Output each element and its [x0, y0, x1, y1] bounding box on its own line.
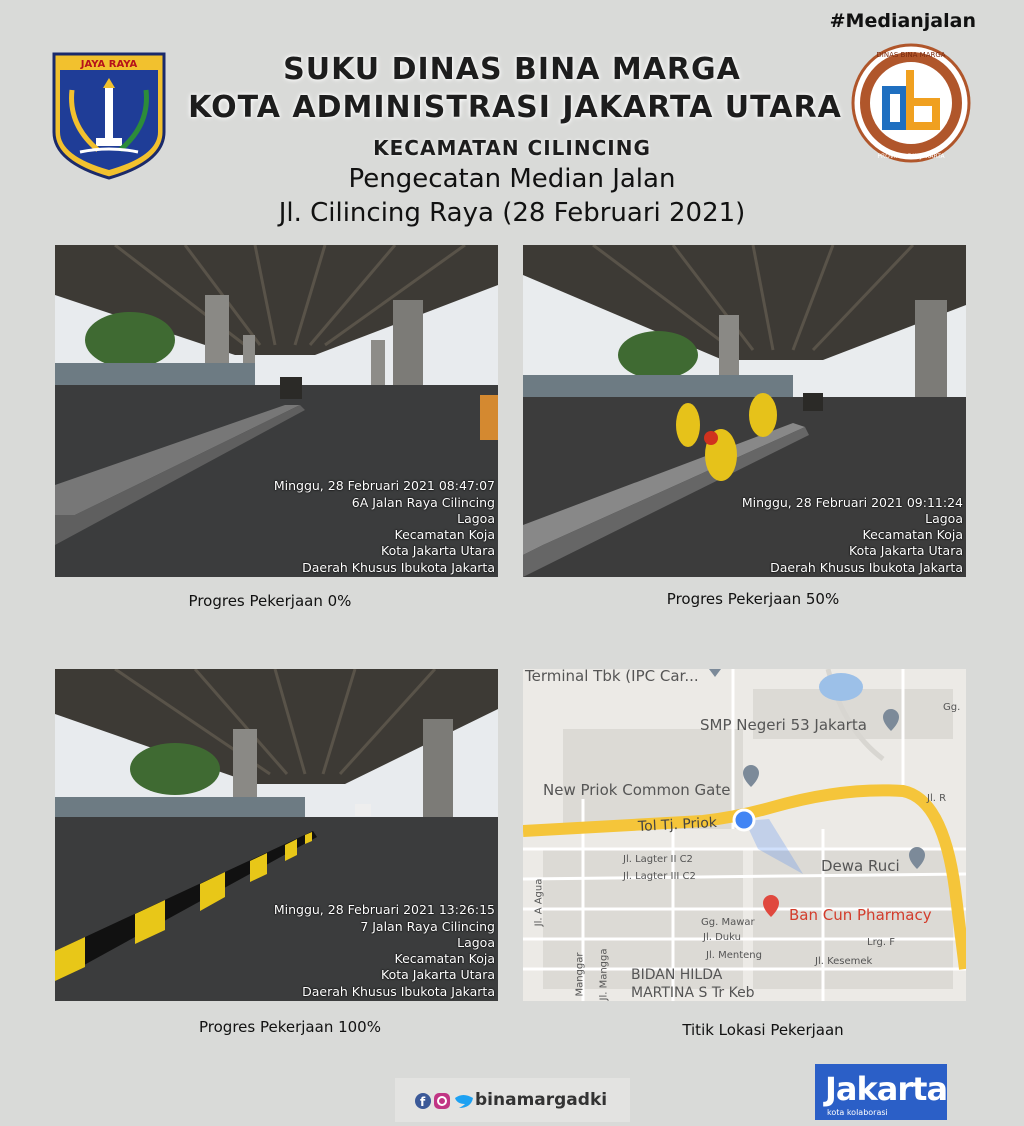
social-media-banner [395, 1078, 630, 1122]
logo-ring-bottom-text: PROVINSI DKI JAKARTA [877, 153, 945, 160]
map-label-gate: New Priok Common Gate [543, 781, 731, 799]
caption-progress-100: Progres Pekerjaan 100% [199, 1018, 381, 1036]
map-label-street: Jl. A Agua [533, 878, 545, 927]
district-name: KECAMATAN CILINCING [373, 136, 651, 160]
twitter-icon [455, 1095, 473, 1108]
photo-timestamp: Minggu, 28 Februari 2021 09:11:24 Lagoa Kecamatan Koja Kota Jakarta Utara Daerah Khusus Ibukota Jakarta [741, 494, 963, 575]
map-label-street: Jl. Mangga [598, 948, 610, 1001]
map-label-smp: SMP Negeri 53 Jakarta [700, 716, 867, 734]
caption-map: Titik Lokasi Pekerjaan [682, 1021, 844, 1039]
map-label-street: Jl. Lagter III C2 [623, 871, 696, 882]
photo-timestamp: Minggu, 28 Februari 2021 13:26:15 7 Jalan Raya Cilincing Lagoa Kecamatan Koja Kota Jakarta Utara Daerah Khusus Ibukota Jakarta [273, 902, 495, 999]
map-label-street: Jl. Duku [703, 932, 741, 943]
svg-text:f: f [420, 1095, 426, 1109]
map-label-street: Gg. Mawar [701, 917, 755, 928]
photo-timestamp: Minggu, 28 Februari 2021 08:47:07 6A Jalan Raya Cilincing Lagoa Kecamatan Koja Kota Jakarta Utara Daerah Khusus Ibukota Jakarta [273, 478, 495, 575]
photo-progress-0 [55, 245, 498, 577]
map-label-street: Jl. Menteng [706, 950, 762, 961]
map-label-pharmacy: Ban Cun Pharmacy [789, 906, 932, 924]
hashtag: #Medianjalan [829, 10, 976, 32]
emblem-banner-text: JAYA RAYA [80, 59, 138, 70]
map-label-toll: Tol Tj. Priok [637, 814, 718, 836]
map-label-terminal: Terminal Tbk (IPC Car... [525, 669, 699, 685]
caption-progress-0: Progres Pekerjaan 0% [188, 592, 352, 610]
social-handle: binamargadki [475, 1090, 608, 1110]
caption-progress-50: Progres Pekerjaan 50% [666, 590, 840, 608]
page-title: Pengecatan Median Jalan [348, 164, 676, 194]
map-label-street: Manggar [574, 952, 586, 997]
page-subtitle: Jl. Cilincing Raya (28 Februari 2021) [278, 198, 746, 228]
logo-ring-top-text: DINAS BINA MARGA [876, 51, 946, 59]
jakarta-kota-kolaborasi-logo: Jakarta kota kolaborasi [815, 1064, 947, 1120]
map-label-street: Jl. R [927, 793, 947, 804]
photo-progress-50 [523, 245, 966, 577]
org-name-line2: KOTA ADMINISTRASI JAKARTA UTARA [188, 90, 842, 125]
map-label-bidan: MARTINA S Tr Keb [631, 985, 755, 1001]
org-name-line1: SUKU DINAS BINA MARGA [283, 52, 741, 87]
map-label-bidan: BIDAN HILDA [631, 967, 723, 983]
map-label-street: Jl. Lagter II C2 [623, 854, 693, 865]
map-label-dewa-ruci: Dewa Ruci [821, 857, 900, 875]
map-label-street: Gg. [943, 702, 961, 713]
map-label-street: Lrg. F [867, 937, 895, 948]
location-map[interactable] [523, 669, 966, 1001]
current-location-dot [734, 810, 754, 830]
map-label-street: Jl. Kesemek [815, 956, 873, 967]
photo-progress-100 [55, 669, 498, 1001]
instagram-icon [434, 1093, 450, 1109]
